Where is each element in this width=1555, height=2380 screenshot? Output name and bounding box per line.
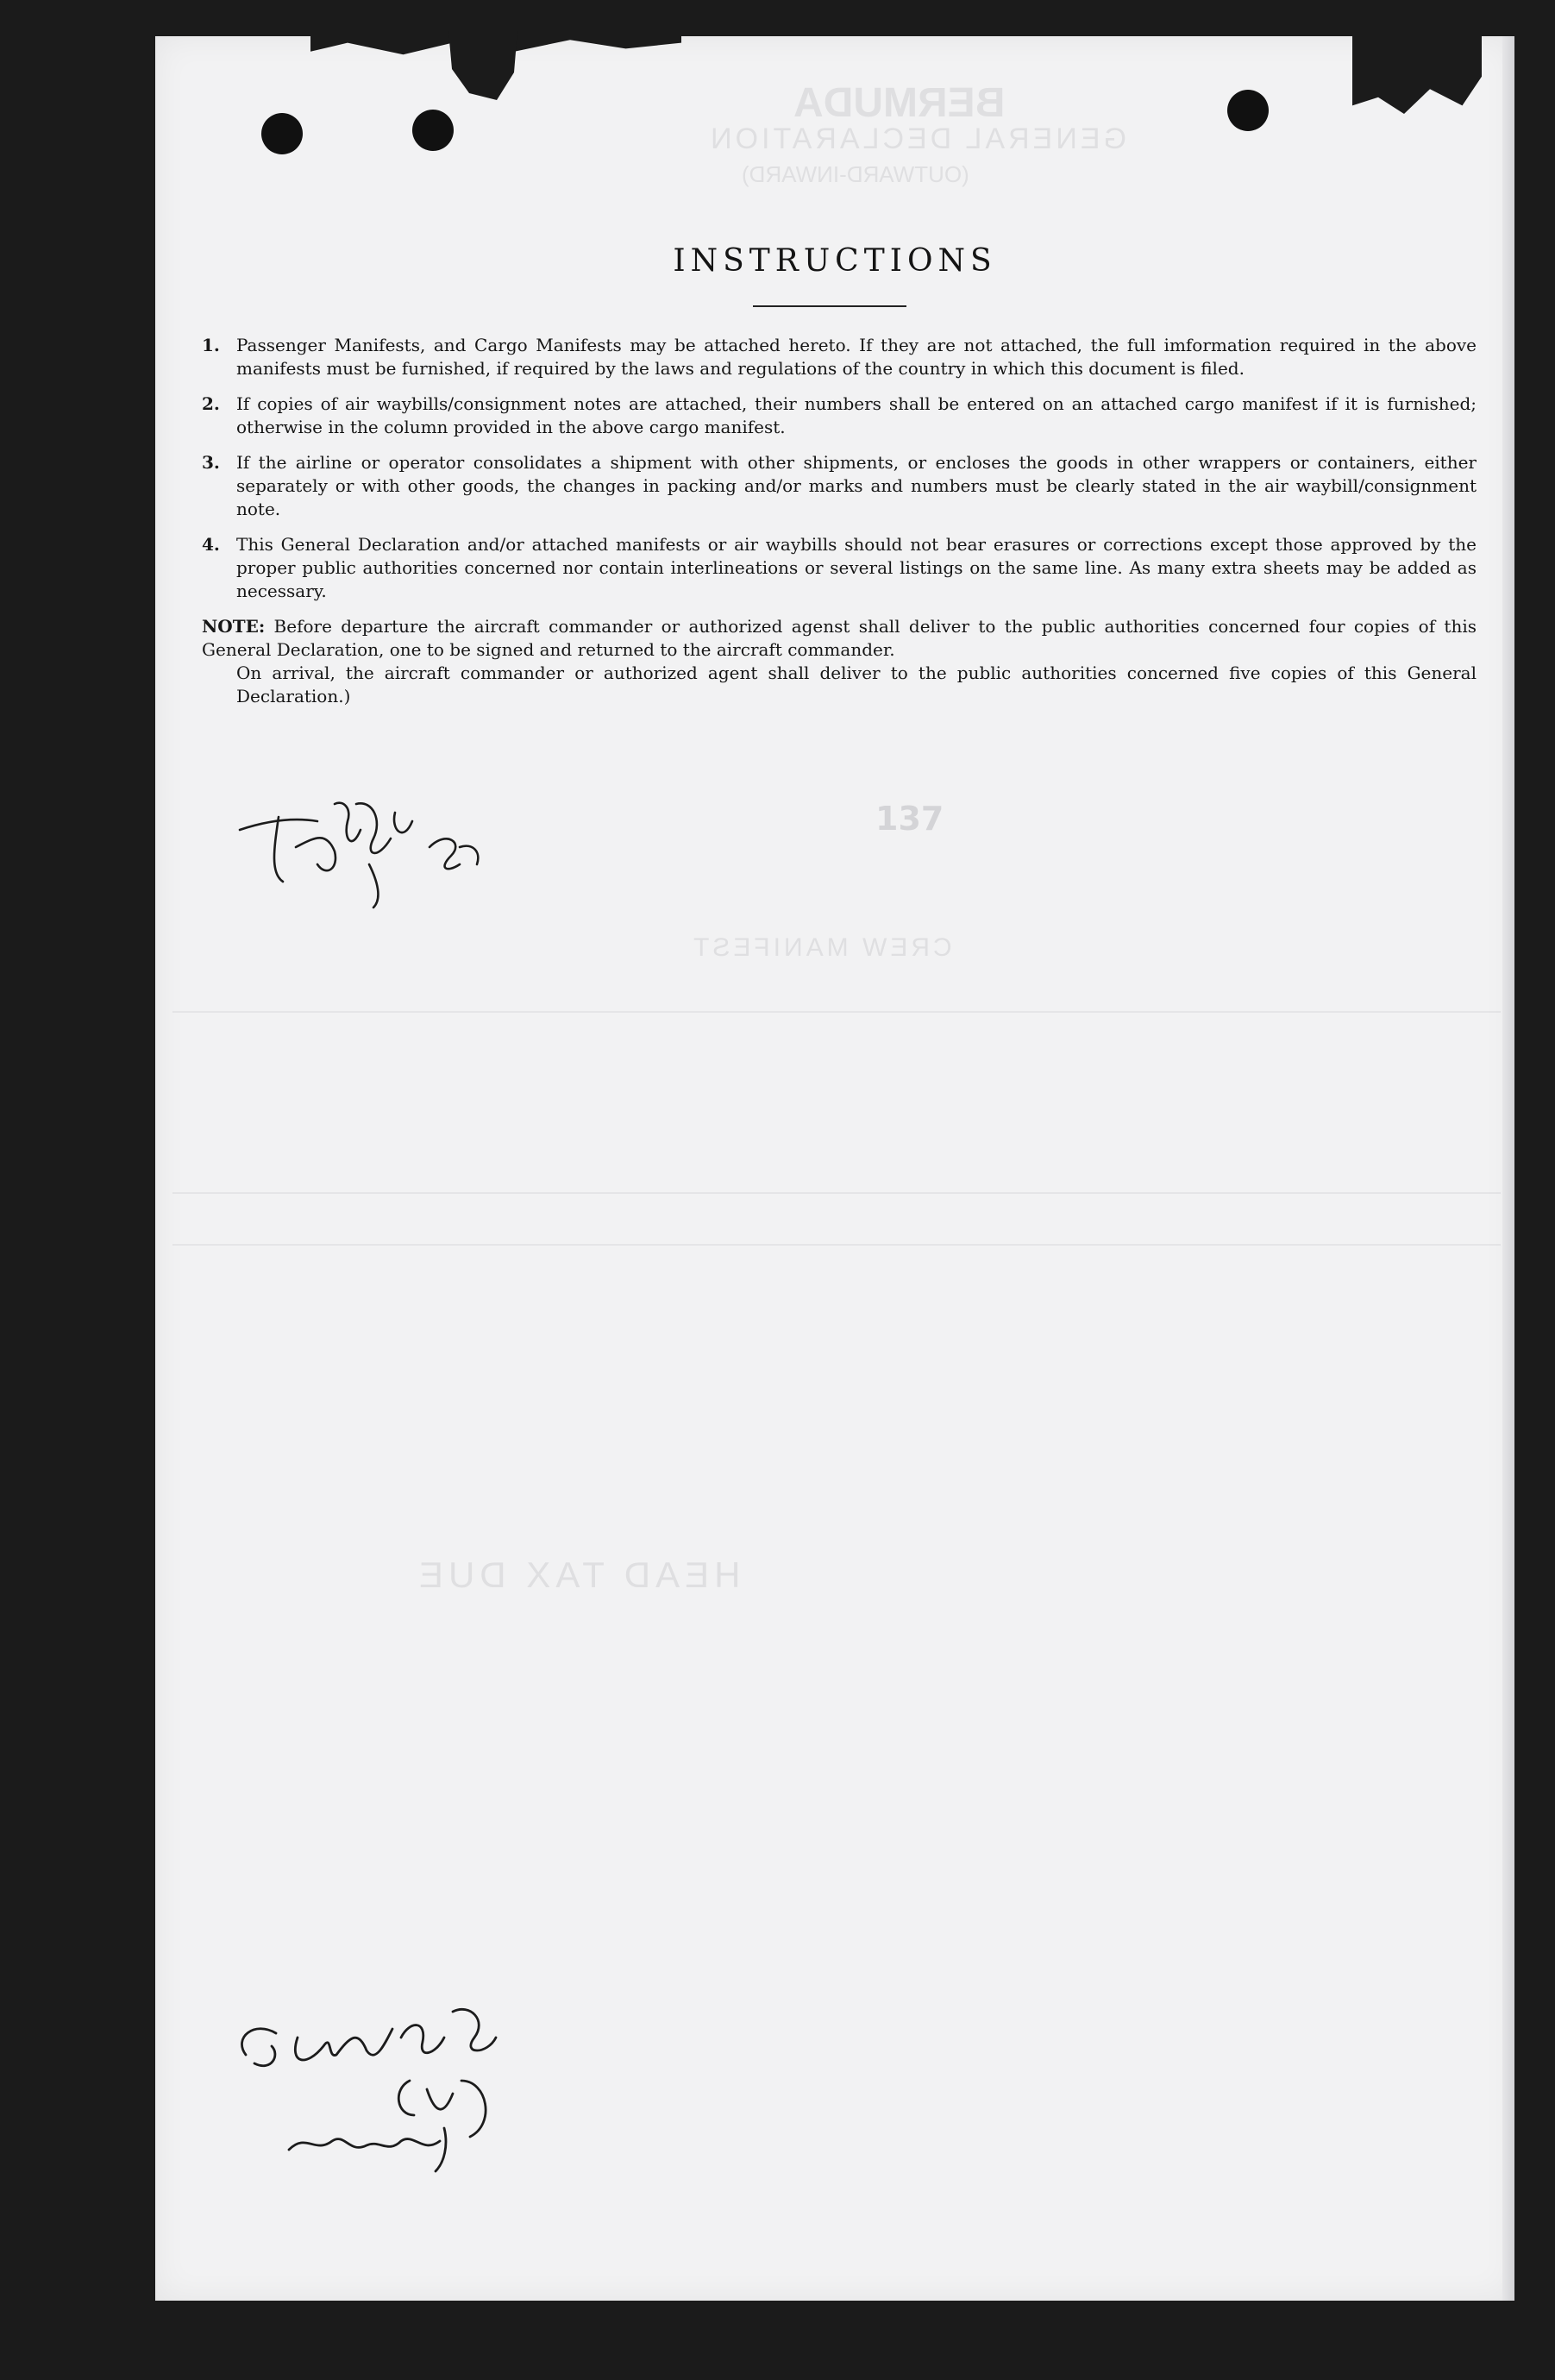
torn-edge — [1352, 31, 1482, 114]
instruction-item — [202, 334, 1477, 380]
punch-hole — [1227, 90, 1269, 131]
instruction-item — [202, 451, 1477, 521]
show-through-rule — [172, 1244, 1501, 1246]
show-through-section: CREW MANIFEST — [690, 933, 952, 962]
note-text: Before departure the aircraft commander or authorized agenst shall deliver to the public authorities concerned four copies of this General Declaration, one to be signed and returned to the aircraft commander. — [202, 616, 1477, 660]
note-paragraph: On arrival, the aircraft commander or authorized agent shall deliver to the public authorities concerned five copies of this General Declaration.) — [236, 663, 1477, 706]
page-title: INSTRUCTIONS — [673, 243, 997, 279]
instruction-text: If copies of air waybills/consignment notes are attached, their numbers shall be entered on an attached cargo manifest if it is furnished; otherwise in the column provided in the above cargo manifest. — [236, 393, 1477, 437]
show-through-header: (OUTWARD-INWARD) — [742, 161, 969, 187]
signature-scribble — [231, 769, 507, 916]
show-through-stamp: HEAD TAX DUE — [414, 1554, 741, 1595]
instruction-item — [202, 533, 1477, 603]
document-page — [155, 36, 1514, 2301]
instruction-text: This General Declaration and/or attached manifests or air waybills should not bear erasures or corrections except those approved by the proper public authorities concerned nor contain interlineations or several listings on the same line. As many extra sheets may be added as necessary. — [236, 534, 1477, 601]
signature-scribble — [229, 1986, 522, 2193]
instruction-item — [202, 392, 1477, 439]
title-underline — [753, 305, 906, 307]
note-paragraph — [202, 615, 1477, 662]
note-block — [202, 615, 1477, 708]
show-through-number: 137 — [875, 800, 944, 838]
show-through-rule — [172, 1011, 1501, 1013]
punch-hole — [261, 113, 303, 154]
instructions-list — [202, 334, 1477, 708]
show-through-rule — [172, 1192, 1501, 1194]
note-label: NOTE: — [202, 616, 266, 637]
instruction-number: 2. — [202, 393, 220, 414]
torn-edge — [448, 31, 517, 100]
instruction-number: 3. — [202, 452, 220, 473]
instruction-text: Passenger Manifests, and Cargo Manifests may be attached hereto. If they are not attached, the full imformation required in the above manifests must be furnished, if required by the laws and regulations of the country in which this document is filed. — [236, 335, 1477, 379]
show-through-header: BERMUDA — [793, 80, 1006, 126]
page-edge — [1502, 36, 1514, 2301]
instruction-number: 4. — [202, 534, 220, 555]
instruction-number: 1. — [202, 335, 220, 355]
show-through-header: GENERAL DECLARATION — [707, 122, 1126, 155]
instruction-text: If the airline or operator consolidates a shipment with other shipments, or encloses the goods in other wrappers or containers, either separately or with other goods, the changes in packing and/or marks and numbers must be clearly stated in the air waybill/consignment note. — [236, 452, 1477, 519]
punch-hole — [412, 110, 454, 151]
